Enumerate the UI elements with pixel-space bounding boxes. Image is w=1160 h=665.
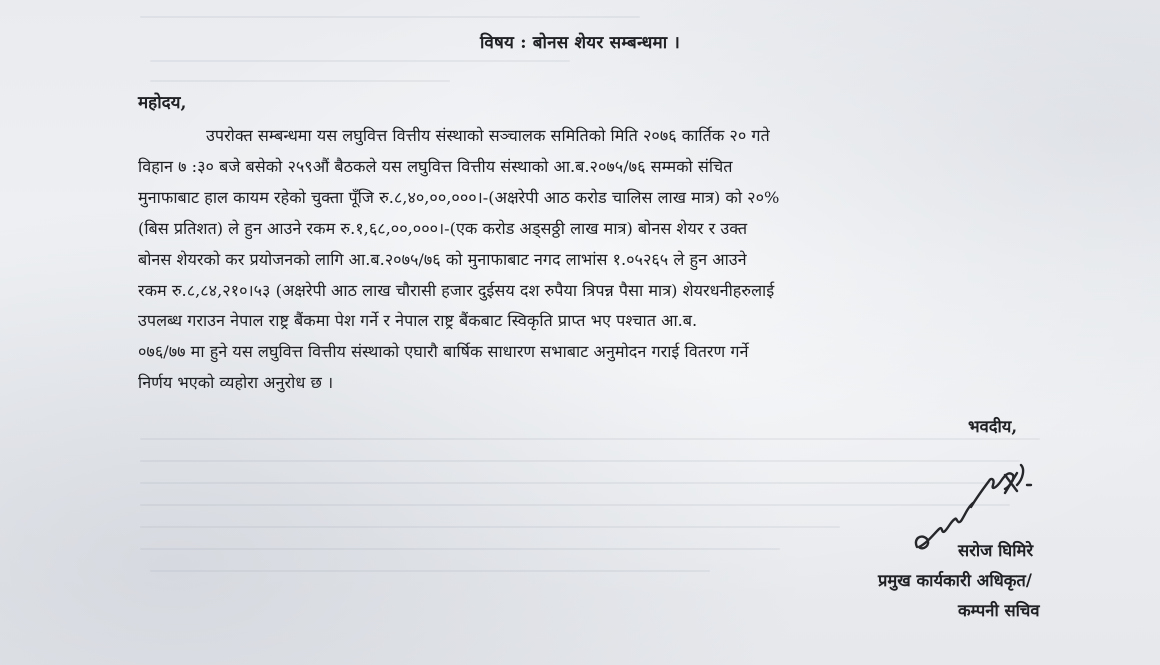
- letter-salutation: महोदय,: [138, 93, 187, 113]
- body-line: उपलब्ध गराउन नेपाल राष्ट्र बैंकमा पेश गर्ने र नेपाल राष्ट्र बैंकबाट स्विकृति प्राप्त भए पश्चात आ.ब.: [138, 311, 698, 331]
- signatory-title-secondary: कम्पनी सचिव: [958, 601, 1040, 620]
- body-line: विहान ७ :३० बजे बसेको २५९औं बैठकले यस लघुवित्त वित्तीय संस्थाको आ.ब.२०७५/७६ सम्मको संचित: [138, 156, 733, 176]
- signatory-name: सरोज घिमिरे: [958, 541, 1034, 560]
- bleed-through-line: [150, 60, 570, 62]
- bleed-through-line: [140, 16, 640, 18]
- bleed-through-line: [140, 460, 1020, 462]
- body-line: निर्णय भएको व्यहोरा अनुरोध छ ।: [138, 373, 334, 393]
- bleed-through-line: [150, 80, 450, 82]
- letter-closing: भवदीय,: [968, 417, 1018, 436]
- letter-subject: विषय : बोनस शेयर सम्बन्धमा ।: [479, 33, 681, 53]
- body-line: ०७६/७७ मा हुने यस लघुवित्त वित्तीय संस्थाको एघारौ बार्षिक साधारण सभाबाट अनुमोदन गराई वितरण गर्ने: [138, 342, 749, 362]
- body-line: उपरोक्त सम्बन्धमा यस लघुवित्त वित्तीय संस्थाको सञ्चालक समितिको मिति २०७६ कार्तिक २० गते: [206, 126, 770, 145]
- body-line: रकम रु.८,८४,२१०।५३ (अक्षरेपी आठ लाख चौरासी हजार दुईसय दश रुपैया त्रिपन्न पैसा मात्र) शेयरधनीहरुलाई: [138, 280, 775, 300]
- bleed-through-line: [150, 570, 710, 572]
- signatory-title: प्रमुख कार्यकारी अधिकृत/: [878, 571, 1032, 590]
- bleed-through-line: [140, 548, 780, 550]
- bleed-through-line: [140, 526, 840, 528]
- body-line: मुनाफाबाट हाल कायम रहेको चुक्ता पूँजि रु.८,४०,००,०००।-(अक्षरेपी आठ करोड चालिस लाख मात्र) को २०%: [138, 187, 780, 207]
- letter-body: [138, 121, 1050, 399]
- bleed-through-line: [140, 504, 1010, 506]
- bleed-through-line: [140, 482, 1000, 484]
- body-line: बोनस शेयरको कर प्रयोजनको लागि आ.ब.२०७५/७६ को मुनाफाबाट नगद लाभांस १.०५२६५ ले हुन आउने: [138, 249, 747, 269]
- bleed-through-line: [140, 438, 1040, 440]
- body-line: (बिस प्रतिशत) ले हुन आउने रकम रु.१,६८,००,०००।-(एक करोड अड्सठ्ठी लाख मात्र) बोनस शेयर र उक्त: [138, 218, 748, 238]
